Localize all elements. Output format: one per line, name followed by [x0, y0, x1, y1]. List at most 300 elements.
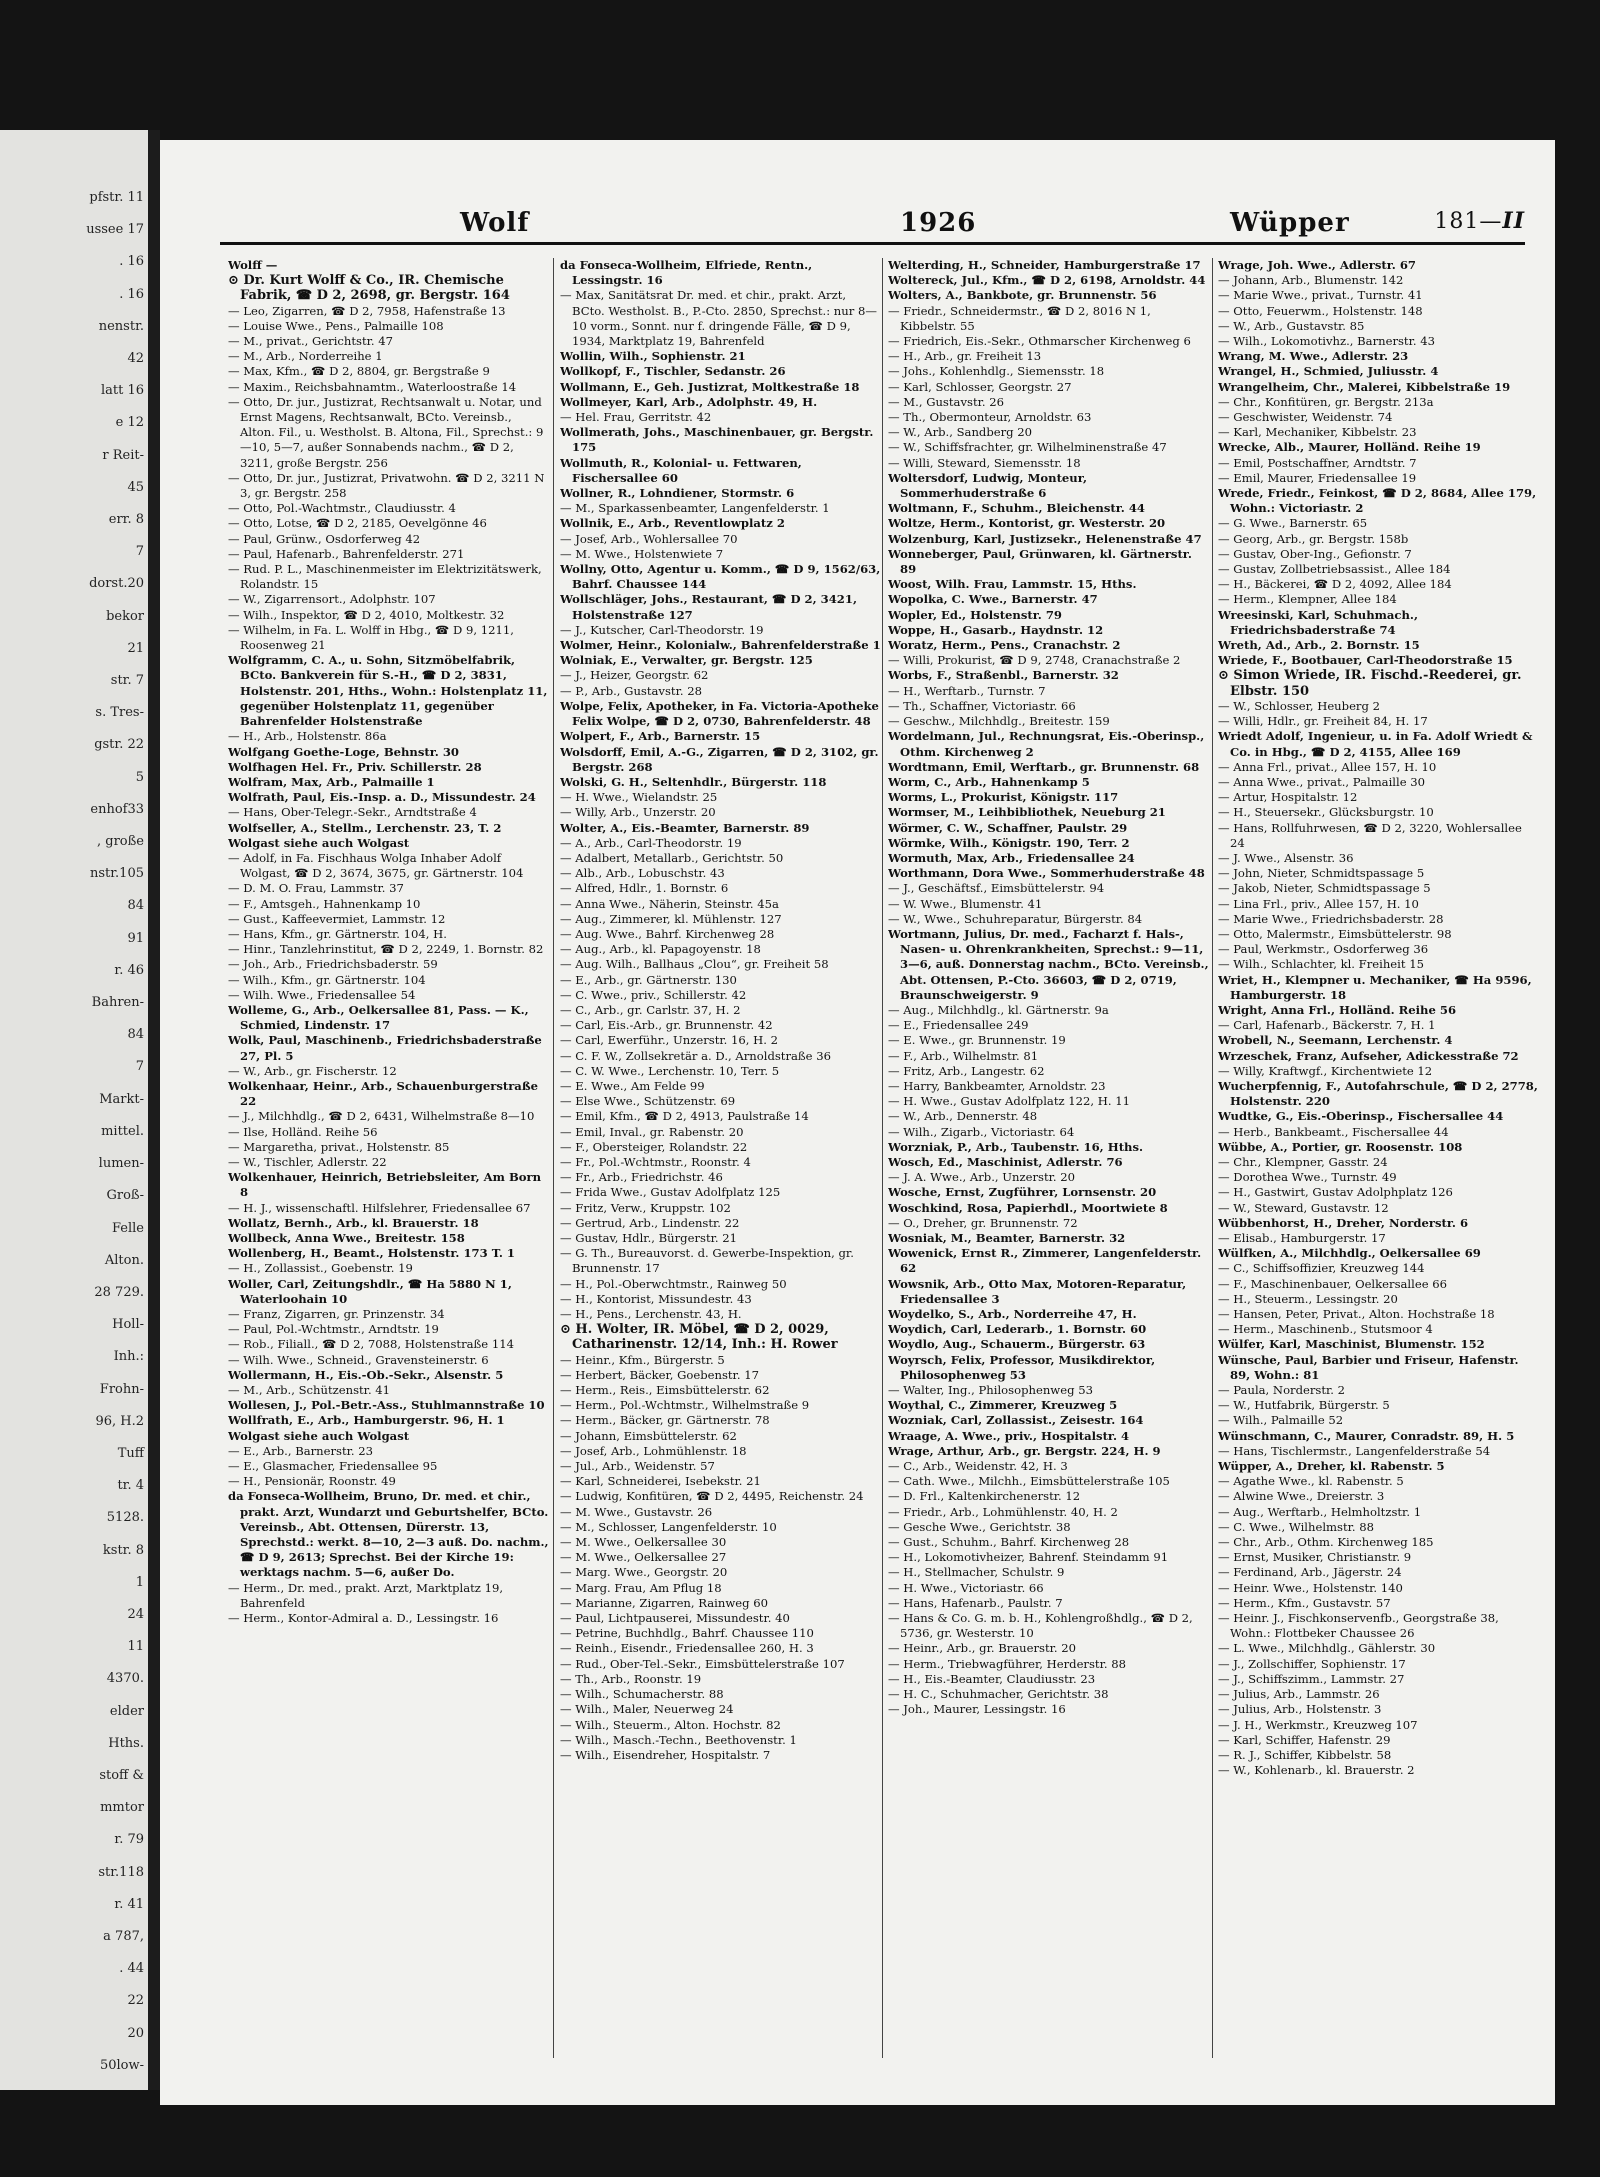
directory-entry: Worthmann, Dora Wwe., Sommerhuderstraße 48: [888, 866, 1205, 881]
directory-entry: — Wilh., Inspektor, ☎ D 2, 4010, Moltkestr. 32: [228, 607, 505, 622]
directory-entry: — Th., Arb., Roonstr. 19: [560, 1671, 702, 1686]
directory-entry: — Herm., Triebwagführer, Herderstr. 88: [888, 1656, 1126, 1671]
directory-entry: — Gust., Schuhm., Bahrf. Kirchenweg 28: [888, 1535, 1130, 1550]
directory-entry: — Marie Wwe., privat., Turnstr. 41: [1218, 288, 1423, 303]
directory-entry: — Paul, Grünw., Osdorferweg 42: [228, 531, 421, 546]
directory-entry: Wollner, R., Lohndiener, Stormstr. 6: [560, 486, 795, 501]
left-page-text-fragment: Felle: [111, 1220, 144, 1236]
directory-entry: — Ilse, Holländ. Reihe 56: [228, 1124, 378, 1139]
page-number: [1434, 208, 1525, 234]
directory-entry: — Willy, Kraftwgf., Kirchentwiete 12: [1218, 1063, 1433, 1078]
directory-entry: — Aug., Werftarb., Helmholtzstr. 1: [1218, 1504, 1422, 1519]
directory-entry: — Herm., Kontor-Admiral a. D., Lessingstr. 16: [228, 1611, 499, 1626]
directory-entry: — Otto, Dr. jur., Justizrat, Privatwohn. ☎ D 2, 3211 N 3, gr. Bergstr. 258: [228, 470, 545, 501]
directory-entry: — Marie Wwe., Friedrichsbaderstr. 28: [1218, 911, 1444, 926]
directory-entry: Worzniak, P., Arb., Taubenstr. 16, Hths.: [888, 1139, 1144, 1154]
directory-entry: — H. C., Schuhmacher, Gerichtstr. 38: [888, 1687, 1109, 1702]
directory-entry: — Herm., Reis., Eimsbüttelerstr. 62: [560, 1383, 770, 1398]
left-page-text-fragment: ussee 17: [86, 222, 144, 238]
directory-entry: Woost, Wilh. Frau, Lammstr. 15, Hths.: [888, 577, 1137, 592]
directory-entry: — H., Gastwirt, Gustav Adolphplatz 126: [1218, 1185, 1453, 1200]
left-page-text-fragment: kstr. 8: [102, 1542, 144, 1558]
directory-entry: — Hinr., Tanzlehrinstitut, ☎ D 2, 2249, 1. Bornstr. 82: [228, 942, 544, 957]
directory-entry: — E., Glasmacher, Friedensallee 95: [228, 1459, 438, 1474]
directory-entry: — Willi, Prokurist, ☎ D 9, 2748, Cranachstraße 2: [888, 653, 1181, 668]
left-page-text-fragment: lumen-: [98, 1156, 144, 1172]
directory-entry: — H., Pens., Lerchenstr. 43, H.: [560, 1307, 742, 1322]
directory-entry: — Friedr., Schneidermstr., ☎ D 2, 8016 N 1, Kibbelstr. 55: [888, 303, 1151, 333]
left-page-text-fragment: Markt-: [99, 1091, 144, 1107]
directory-entry: — Gustav, Ober-Ing., Gefionstr. 7: [1218, 546, 1412, 561]
directory-entry: — Georg, Arb., gr. Bergstr. 158b: [1218, 531, 1409, 546]
directory-entry: — G. Wwe., Barnerstr. 65: [1218, 516, 1368, 531]
directory-entry: — Margaretha, privat., Holstenstr. 85: [228, 1139, 450, 1154]
directory-entry: — J., Heizer, Georgstr. 62: [560, 668, 709, 683]
column-rule: [882, 258, 883, 2058]
left-page-text-fragment: s. Tres-: [95, 705, 144, 721]
directory-entry: Wrang, M. Wwe., Adlerstr. 23: [1218, 349, 1409, 364]
directory-entry: Woydich, Carl, Lederarb., 1. Bornstr. 60: [888, 1322, 1147, 1337]
directory-entry: — E., Arb., gr. Gärtnerstr. 130: [560, 972, 737, 987]
directory-entry: — Paul, Lichtpauserei, Missundestr. 40: [560, 1611, 790, 1626]
left-page-text-fragment: nenstr.: [98, 318, 144, 334]
left-page-text-fragment: Tuff: [117, 1445, 144, 1461]
directory-entry: — M. Wwe., Gustavstr. 26: [560, 1504, 713, 1519]
left-page-text-fragment: r Reit-: [102, 447, 144, 463]
directory-entry: — W., Schlosser, Heuberg 2: [1218, 698, 1380, 713]
directory-entry: — Adolf, in Fa. Fischhaus Wolga Inhaber Adolf Wolgast, ☎ D 2, 3674, 3675, gr. Gärtnerstr. 104: [228, 850, 524, 881]
directory-entry: — Aug. Wilh., Ballhaus „Clou“, gr. Freiheit 58: [560, 957, 829, 972]
directory-entry: Wollschläger, Johs., Restaurant, ☎ D 2, 3421, Holstenstraße 127: [560, 592, 857, 622]
directory-entry: Wrangelheim, Chr., Malerei, Kibbelstraße 19: [1218, 379, 1511, 394]
directory-entry: — Leo, Zigarren, ☎ D 2, 7958, Hafenstraße 13: [228, 303, 506, 318]
directory-entry: Worm, C., Arb., Hahnenkamp 5: [888, 774, 1090, 789]
directory-entry: Wörmer, C. W., Schaffner, Paulstr. 29: [888, 820, 1128, 835]
directory-entry: — Wilh., Steuerm., Alton. Hochstr. 82: [560, 1717, 781, 1732]
directory-entry: Wolff —: [228, 258, 278, 272]
directory-entry: — H., Bäckerei, ☎ D 2, 4092, Allee 184: [1218, 577, 1452, 592]
directory-entry: — J. A. Wwe., Arb., Unzerstr. 20: [888, 1170, 1076, 1185]
directory-entry: — Otto, Lotse, ☎ D 2, 2185, Oevelgönne 46: [228, 516, 487, 531]
left-page-text-fragment: 20: [127, 2025, 144, 2041]
directory-entry: — Louise Wwe., Pens., Palmaille 108: [228, 318, 444, 333]
left-page-text-fragment: 5: [135, 769, 144, 785]
directory-entry: Wollenberg, H., Beamt., Holstenstr. 173 T. 1: [228, 1246, 515, 1261]
directory-entry: — Aug., Zimmerer, kl. Mühlenstr. 127: [560, 911, 782, 926]
directory-entry: — Lina Frl., priv., Allee 157, H. 10: [1218, 896, 1419, 911]
directory-entry: Wübbenhorst, H., Dreher, Norderstr. 6: [1218, 1215, 1469, 1230]
directory-entry: — Emil, Maurer, Friedensallee 19: [1218, 470, 1417, 485]
directory-entry: Wolpe, Felix, Apotheker, in Fa. Victoria-Apotheke Felix Wolpe, ☎ D 2, 0730, Bahrenfelderstr. 48: [560, 698, 879, 729]
directory-entry: — H. Wwe., Victoriastr. 66: [888, 1580, 1044, 1595]
directory-entry: — Hans, Ober-Telegr.-Sekr., Arndtstraße 4: [228, 805, 477, 820]
column-rule: [1212, 258, 1213, 2058]
directory-entry: — Dorothea Wwe., Turnstr. 49: [1218, 1170, 1397, 1185]
directory-entry: — Ernst, Musiker, Christianstr. 9: [1218, 1550, 1412, 1565]
directory-entry: Wollmeyer, Karl, Arb., Adolphstr. 49, H.: [560, 394, 818, 409]
directory-entry: — M., Arb., Norderreihe 1: [228, 349, 383, 364]
directory-entry: — Chr., Konfitüren, gr. Bergstr. 213a: [1218, 394, 1434, 409]
directory-entry: — Aug. Wwe., Bahrf. Kirchenweg 28: [560, 926, 775, 941]
directory-entry: — H., Steuersekr., Glücksburgstr. 10: [1218, 805, 1434, 820]
directory-entry: Wolleme, G., Arb., Oelkersallee 81, Pass. — K., Schmied, Lindenstr. 17: [228, 1002, 529, 1033]
directory-entry: — F., Amtsgeh., Hahnenkamp 10: [228, 896, 421, 911]
directory-entry: Wrage, Arthur, Arb., gr. Bergstr. 224, H. 9: [888, 1443, 1161, 1458]
directory-entry: Wünschmann, C., Maurer, Conradstr. 89, H. 5: [1218, 1428, 1515, 1443]
directory-entry: — H., Arb., gr. Freiheit 13: [888, 349, 1042, 364]
directory-entry: — H., Werftarb., Turnstr. 7: [888, 683, 1046, 698]
directory-entry: — Willi, Steward, Siemensstr. 18: [888, 455, 1081, 470]
directory-entry: Woschkind, Rosa, Papierhdl., Moortwiete 8: [888, 1200, 1168, 1215]
directory-entry: Wollermann, H., Eis.-Ob.-Sekr., Alsenstr. 5: [228, 1367, 504, 1382]
directory-entry: Wright, Anna Frl., Holländ. Reihe 56: [1218, 1002, 1457, 1017]
directory-column-3: [888, 258, 1210, 2058]
directory-entry: — Heinr., Kfm., Bürgerstr. 5: [560, 1352, 725, 1367]
page-number-value: 181—: [1434, 209, 1503, 234]
directory-entry: — Agathe Wwe., kl. Rabenstr. 5: [1218, 1474, 1404, 1489]
directory-entry: — D. M. O. Frau, Lammstr. 37: [228, 881, 404, 896]
directory-entry: Wopolka, C. Wwe., Barnerstr. 47: [888, 592, 1098, 607]
directory-entry: — Karl, Schiffer, Hafenstr. 29: [1218, 1732, 1391, 1747]
directory-entry: — Fritz, Verw., Kruppstr. 102: [560, 1200, 731, 1215]
directory-entry: — C. F. W., Zollsekretär a. D., Arnoldstraße 36: [560, 1048, 831, 1063]
directory-entry: — L. Wwe., Milchhdlg., Gählerstr. 30: [1218, 1641, 1436, 1656]
directory-entry: Wünsche, Paul, Barbier und Friseur, Hafenstr. 89, Wohn.: 81: [1218, 1352, 1519, 1382]
directory-entry: — Otto, Dr. jur., Justizrat, Rechtsanwalt u. Notar, und Ernst Magens, Rechtsanwalt, BCto. Vereinsb., Alton. Fil., u. Westholst. B. Altona, Fil., Sprechst.: 9—10, 5—7, außer Sonnabends nachm., ☎ D 2, 3211, große Bergstr. 256: [228, 394, 544, 470]
directory-entry: — H. Wwe., Wielandstr. 25: [560, 790, 718, 805]
directory-entry: — J., Geschäftsf., Eimsbüttelerstr. 94: [888, 881, 1105, 896]
directory-entry: Wowenick, Ernst R., Zimmerer, Langenfelderstr. 62: [888, 1246, 1202, 1276]
directory-entry: Worbs, F., Straßenbl., Barnerstr. 32: [888, 668, 1119, 683]
left-page-text-fragment: 24: [127, 1606, 144, 1622]
directory-entry: — Wilhelm, in Fa. L. Wolff in Hbg., ☎ D 9, 1211, Roosenweg 21: [228, 622, 514, 653]
left-page-fragment: [0, 130, 148, 2090]
directory-column-2: [560, 258, 882, 2058]
directory-entry: — Aug., Milchhdlg., kl. Gärtnerstr. 9a: [888, 1002, 1109, 1017]
directory-entry: — Alfred, Hdlr., 1. Bornstr. 6: [560, 881, 729, 896]
directory-entry: — Anna Wwe., Näherin, Steinstr. 45a: [560, 896, 779, 911]
directory-entry: Wörmke, Wilh., Königstr. 190, Terr. 2: [888, 835, 1130, 850]
directory-entry: da Fonseca-Wollheim, Elfriede, Rentn., Lessingstr. 16: [560, 258, 813, 288]
directory-entry: Wrzeschek, Franz, Aufseher, Adickesstraße 72: [1218, 1048, 1519, 1063]
directory-entry: Woltersdorf, Ludwig, Monteur, Sommerhuderstraße 6: [888, 470, 1088, 501]
directory-entry: — Paul, Pol.-Wchtmstr., Arndtstr. 19: [228, 1322, 439, 1337]
directory-entry: — W., Arb., Sandberg 20: [888, 425, 1033, 440]
directory-entry: Wreesinski, Karl, Schuhmach., Friedrichsbaderstraße 74: [1218, 607, 1418, 637]
directory-entry: — Karl, Schneiderei, Isebekstr. 21: [560, 1474, 761, 1489]
directory-entry: — C., Schiffsoffizier, Kreuzweg 144: [1218, 1261, 1425, 1276]
directory-entry: — M., Sparkassenbeamter, Langenfelderstr. 1: [560, 501, 830, 516]
directory-entry: — Alb., Arb., Lobuschstr. 43: [560, 866, 725, 881]
left-page-text-fragment: tr. 4: [117, 1478, 144, 1494]
directory-entry: — M. Wwe., Oelkersallee 30: [560, 1535, 727, 1550]
left-page-text-fragment: nstr.105: [90, 866, 144, 882]
directory-entry: — Rud. P. L., Maschinenmeister im Elektrizitätswerk, Rolandstr. 15: [228, 562, 542, 592]
directory-entry: — Jakob, Nieter, Schmidtspassage 5: [1218, 881, 1431, 896]
directory-entry: — H. Wwe., Gustav Adolfplatz 122, H. 11: [888, 1094, 1131, 1109]
directory-entry: — Emil, Postschaffner, Arndtstr. 7: [1218, 455, 1417, 470]
directory-entry: Wudtke, G., Eis.-Oberinsp., Fischersallee 44: [1218, 1109, 1504, 1124]
directory-entry: — W. Wwe., Blumenstr. 41: [888, 896, 1043, 911]
directory-entry: — W., Hutfabrik, Bürgerstr. 5: [1218, 1398, 1390, 1413]
left-page-text-fragment: 7: [135, 1059, 144, 1075]
directory-entry: — Alwine Wwe., Dreierstr. 3: [1218, 1489, 1385, 1504]
directory-entry: Woltmann, F., Schuhm., Bleichenstr. 44: [888, 501, 1145, 516]
directory-entry: — H., Eis.-Beamter, Claudiusstr. 23: [888, 1671, 1096, 1686]
directory-entry: — J., Milchhdlg., ☎ D 2, 6431, Wilhelmstraße 8—10: [228, 1109, 535, 1124]
left-page-text-fragment: e 12: [115, 415, 144, 431]
directory-entry: — Reinh., Eisendr., Friedensallee 260, H. 3: [560, 1641, 814, 1656]
directory-entry: — Herm., Kfm., Gustavstr. 57: [1218, 1595, 1391, 1610]
directory-entry: — Hans, Rollfuhrwesen, ☎ D 2, 3220, Wohlersallee 24: [1218, 820, 1522, 850]
left-page-text-fragment: Bahren-: [91, 995, 144, 1011]
directory-entry: Wosch, Ed., Maschinist, Adlerstr. 76: [888, 1154, 1123, 1169]
directory-entry: Wosniak, M., Beamter, Barnerstr. 32: [888, 1231, 1126, 1245]
directory-entry: — J., Kutscher, Carl-Theodorstr. 19: [560, 622, 764, 637]
directory-entry: — Friedr., Arb., Lohmühlenstr. 40, H. 2: [888, 1504, 1118, 1519]
directory-entry: — Petrine, Buchhdlg., Bahrf. Chaussee 110: [560, 1626, 814, 1641]
directory-entry: Worms, L., Prokurist, Königstr. 117: [888, 790, 1119, 805]
directory-entry: — Anna Wwe., privat., Palmaille 30: [1218, 774, 1426, 789]
directory-entry: Wreth, Ad., Arb., 2. Bornstr. 15: [1218, 638, 1420, 653]
left-page-text-fragment: 5128.: [106, 1510, 144, 1526]
directory-entry: — H., Pensionär, Roonstr. 49: [228, 1474, 396, 1489]
left-page-text-fragment: Groß-: [106, 1188, 144, 1204]
directory-entry: Woythal, C., Zimmerer, Kreuzweg 5: [888, 1398, 1118, 1413]
directory-entry: — Joh., Maurer, Lessingstr. 16: [888, 1702, 1066, 1717]
directory-entry: Wolfseller, A., Stellm., Lerchenstr. 23, T. 2: [228, 820, 502, 835]
directory-entry: Woppe, H., Gasarb., Haydnstr. 12: [888, 622, 1104, 637]
directory-entry: — W., Tischler, Adlerstr. 22: [228, 1154, 387, 1169]
left-page-text-fragment: bekor: [106, 608, 144, 624]
directory-entry: — Gustav, Zollbetriebsassist., Allee 184: [1218, 562, 1451, 577]
directory-entry: Wolters, A., Bankbote, gr. Brunnenstr. 56: [888, 288, 1157, 303]
directory-entry: Wüpper, A., Dreher, kl. Rabenstr. 5: [1218, 1459, 1445, 1474]
directory-entry: Wrobell, N., Seemann, Lerchenstr. 4: [1218, 1033, 1453, 1048]
directory-entry: — Otto, Feuerwm., Holstenstr. 148: [1218, 303, 1423, 318]
left-page-text-fragment: latt 16: [100, 383, 144, 399]
directory-entry: — Friedrich, Eis.-Sekr., Othmarscher Kirchenweg 6: [888, 334, 1191, 349]
directory-entry: — Artur, Hospitalstr. 12: [1218, 790, 1358, 805]
directory-entry: Wopler, Ed., Holstenstr. 79: [888, 607, 1062, 622]
directory-column-1: [228, 258, 550, 2058]
directory-entry: — Herm., Maschinenb., Stutsmoor 4: [1218, 1322, 1433, 1337]
directory-entry: — Carl, Eis.-Arb., gr. Brunnenstr. 42: [560, 1018, 773, 1033]
directory-entry: — Wilh., Lokomotivhz., Barnerstr. 43: [1218, 334, 1435, 349]
directory-entry: — Ferdinand, Arb., Jägerstr. 24: [1218, 1565, 1402, 1580]
directory-entry: Wowsnik, Arb., Otto Max, Motoren-Reparatur, Friedensallee 3: [888, 1276, 1187, 1306]
directory-entry: — Emil, Inval., gr. Rabenstr. 20: [560, 1124, 744, 1139]
directory-entry: ⊙ Dr. Kurt Wolff & Co., IR. Chemische Fabrik, ☎ D 2, 2698, gr. Bergstr. 164: [228, 273, 510, 304]
left-page-text-fragment: 1: [135, 1574, 144, 1590]
directory-entry: — Willi, Hdlr., gr. Freiheit 84, H. 17: [1218, 714, 1428, 729]
directory-entry: — Willy, Arb., Unzerstr. 20: [560, 805, 716, 820]
directory-entry: — W., Arb., Gustavstr. 85: [1218, 318, 1365, 333]
directory-entry: — Wilh. Wwe., Friedensallee 54: [228, 987, 416, 1002]
directory-entry: — Julius, Arb., Holstenstr. 3: [1218, 1702, 1382, 1717]
directory-entry: Wollfrath, E., Arb., Hamburgerstr. 96, H. 1: [228, 1413, 505, 1428]
directory-entry: — C. Wwe., Wilhelmstr. 88: [1218, 1519, 1375, 1534]
directory-entry: — Franz, Zigarren, gr. Prinzenstr. 34: [228, 1307, 445, 1322]
directory-entry: — Wilh., Schlachter, kl. Freiheit 15: [1218, 957, 1424, 972]
directory-entry: — Harry, Bankbeamter, Arnoldstr. 23: [888, 1078, 1106, 1093]
directory-entry: — Joh., Arb., Friedrichsbaderstr. 59: [228, 957, 438, 972]
directory-entry: — C. W. Wwe., Lerchenstr. 10, Terr. 5: [560, 1063, 780, 1078]
directory-entry: — Rob., Filiall., ☎ D 2, 7088, Holstenstraße 114: [228, 1337, 514, 1352]
directory-entry: Wozniak, Carl, Zollassist., Zeisestr. 164: [888, 1413, 1144, 1428]
directory-entry: — Fritz, Arb., Langestr. 62: [888, 1063, 1045, 1078]
directory-entry: — Heinr. J., Fischkonservenfb., Georgstraße 38, Wohn.: Flottbeker Chaussee 26: [1218, 1611, 1499, 1641]
left-page-text-fragment: r. 41: [114, 1896, 144, 1912]
directory-entry: — Max, Sanitätsrat Dr. med. et chir., prakt. Arzt, BCto. Westholst. B., P.-Cto. 2850, Sprechst.: nur 8—10 vorm., Sonnt. nur f. dringende Fälle, ☎ D 9, 1934, Marktplatz 19, Bahrenfeld: [560, 288, 877, 349]
left-page-text-fragment: 4370.: [106, 1671, 144, 1687]
directory-entry: Woratz, Herm., Pens., Cranachstr. 2: [888, 638, 1121, 653]
directory-entry: — Karl, Mechaniker, Kibbelstr. 23: [1218, 425, 1417, 440]
directory-entry: — Aug., Arb., kl. Papagoyenstr. 18: [560, 942, 761, 957]
directory-entry: — Johs., Kohlenhdlg., Siemensstr. 18: [888, 364, 1105, 379]
directory-entry: Wolfhagen Hel. Fr., Priv. Schillerstr. 28: [228, 759, 482, 774]
directory-entry: — Heinr., Arb., gr. Brauerstr. 20: [888, 1641, 1077, 1656]
directory-column-4: [1218, 258, 1540, 2058]
directory-entry: — W., Kohlenarb., kl. Brauerstr. 2: [1218, 1763, 1415, 1778]
directory-entry: — Frida Wwe., Gustav Adolfplatz 125: [560, 1185, 781, 1200]
directory-entry: — Otto, Malermstr., Eimsbüttelerstr. 98: [1218, 926, 1452, 941]
column-rule: [553, 258, 554, 2058]
directory-entry: — M., Gustavstr. 26: [888, 394, 1005, 409]
directory-entry: Wolter, A., Eis.-Beamter, Barnerstr. 89: [560, 820, 810, 835]
directory-entry: — E., Friedensallee 249: [888, 1018, 1029, 1033]
directory-entry: Woller, Carl, Zeitungshdlr., ☎ Ha 5880 N 1, Waterloohain 10: [228, 1276, 512, 1306]
directory-entry: — Hel. Frau, Gerritstr. 42: [560, 410, 712, 425]
directory-entry: — Paula, Norderstr. 2: [1218, 1383, 1346, 1398]
left-page-text-fragment: 28 729.: [94, 1284, 144, 1300]
left-page-text-fragment: 42: [127, 351, 144, 367]
directory-entry: Wraage, A. Wwe., priv., Hospitalstr. 4: [888, 1428, 1130, 1443]
directory-entry: — F., Maschinenbauer, Oelkersallee 66: [1218, 1276, 1448, 1291]
directory-entry: — Marianne, Zigarren, Rainweg 60: [560, 1595, 768, 1610]
directory-entry: — Paul, Hafenarb., Bahrenfelderstr. 271: [228, 546, 465, 561]
left-page-text-fragment: 84: [127, 898, 144, 914]
directory-entry: — J. Wwe., Alsenstr. 36: [1218, 850, 1354, 865]
directory-entry: — Gertrud, Arb., Lindenstr. 22: [560, 1215, 740, 1230]
directory-entry: — M. Wwe., Holstenwiete 7: [560, 546, 724, 561]
directory-entry: Wolfram, Max, Arb., Palmaille 1: [228, 774, 435, 789]
left-page-text-fragment: a 787,: [103, 1928, 144, 1944]
directory-entry: — Carl, Ewerführ., Unzerstr. 16, H. 2: [560, 1033, 778, 1048]
left-page-text-fragment: err. 8: [108, 512, 144, 528]
directory-entry: — H. J., wissenschaftl. Hilfslehrer, Friedensallee 67: [228, 1200, 531, 1215]
directory-entry: Wolfgramm, C. A., u. Sohn, Sitzmöbelfabrik, BCto. Bankverein für S.-H., ☎ D 2, 3831, Holstenstr. 201, Hths., Wohn.: Holstenplatz 11, gegenüber Holstenplatz 11, gegenüber Bahrenfelder Holstenstraße: [228, 653, 548, 729]
directory-entry: — Ludwig, Konfitüren, ☎ D 2, 4495, Reichenstr. 24: [560, 1489, 864, 1504]
directory-entry: — Marg. Wwe., Georgstr. 20: [560, 1565, 728, 1580]
left-page-text-fragment: pfstr. 11: [89, 190, 144, 205]
directory-entry: — R. J., Schiffer, Kibbelstr. 58: [1218, 1747, 1392, 1762]
directory-entry: — E. Wwe., gr. Brunnenstr. 19: [888, 1033, 1066, 1048]
directory-entry: ⊙ Simon Wriede, IR. Fischd.-Reederei, gr. Elbstr. 150: [1218, 668, 1522, 699]
directory-entry: — W., Arb., gr. Fischerstr. 12: [228, 1063, 397, 1078]
left-page-text-fragment: dorst.20: [89, 576, 144, 592]
directory-entry: — D. Frl., Kaltenkirchenerstr. 12: [888, 1489, 1081, 1504]
left-page-text-fragment: 91: [127, 930, 144, 946]
directory-entry: — Chr., Arb., Othm. Kirchenweg 185: [1218, 1535, 1434, 1550]
directory-entry: — A., Arb., Carl-Theodorstr. 19: [560, 835, 742, 850]
directory-entry: — Th., Obermonteur, Arnoldstr. 63: [888, 410, 1092, 425]
directory-entry: — Maxim., Reichsbahnamtm., Waterloostraße 14: [228, 379, 517, 394]
directory-entry: — H., Steuerm., Lessingstr. 20: [1218, 1291, 1398, 1306]
directory-entry: — Wilh., Kfm., gr. Gärtnerstr. 104: [228, 972, 426, 987]
directory-entry: Wolzenburg, Karl, Justizsekr., Helenenstraße 47: [888, 531, 1202, 546]
left-page-text-fragment: . 44: [119, 1961, 144, 1977]
directory-entry: — Johann, Arb., Blumenstr. 142: [1218, 273, 1404, 288]
directory-entry: Wortmann, Julius, Dr. med., Facharzt f. Hals-, Nasen- u. Ohrenkrankheiten, Sprechst.: 9—11, 3—6, auß. Donnerstag nachm., BCto. Vereinsb., Abt. Ottensen, P.-Cto. 36603, ☎ D 2, 0719, Braunschweigerstr. 9: [888, 926, 1209, 1002]
directory-entry: — Hans, Tischlermstr., Langenfelderstraße 54: [1218, 1443, 1491, 1458]
directory-entry: Wrage, Joh. Wwe., Adlerstr. 67: [1218, 258, 1417, 272]
directory-entry: — Gustav, Hdlr., Bürgerstr. 21: [560, 1231, 737, 1245]
directory-entry: — Wilh., Zigarb., Victoriastr. 64: [888, 1124, 1075, 1139]
directory-entry: Wonneberger, Paul, Grünwaren, kl. Gärtnerstr. 89: [888, 546, 1192, 577]
directory-entry: — Julius, Arb., Lammstr. 26: [1218, 1687, 1380, 1702]
directory-entry: — Herm., Dr. med., prakt. Arzt, Marktplatz 19, Bahrenfeld: [228, 1580, 504, 1610]
directory-entry: Wollmann, E., Geh. Justizrat, Moltkestraße 18: [560, 379, 860, 394]
directory-entry: — Geschwister, Weidenstr. 74: [1218, 410, 1393, 425]
directory-entry: Wolski, G. H., Seltenhdlr., Bürgerstr. 118: [560, 774, 827, 789]
left-page-text-fragment: 21: [127, 640, 144, 656]
directory-entry: Wucherpfennig, F., Autofahrschule, ☎ D 2, 2778, Holstenstr. 220: [1218, 1078, 1538, 1109]
directory-entry: Wollin, Wilh., Sophienstr. 21: [560, 349, 746, 364]
page-number-suffix: II: [1502, 208, 1525, 234]
directory-entry: Wosche, Ernst, Zugführer, Lornsenstr. 20: [888, 1185, 1157, 1200]
directory-entry: — Gust., Kaffeevermiet, Lammstr. 12: [228, 911, 446, 926]
left-page-text-fragment: 84: [127, 1027, 144, 1043]
directory-entry: Wülfer, Karl, Maschinist, Blumenstr. 152: [1218, 1337, 1485, 1352]
left-page-text-fragment: 96, H.2: [95, 1413, 144, 1429]
directory-entry: Wülfken, A., Milchhdlg., Oelkersallee 69: [1218, 1246, 1481, 1261]
left-page-text-fragment: r. 46: [114, 962, 144, 978]
left-page-text-fragment: str.118: [98, 1864, 144, 1880]
header-year: 1926: [900, 208, 977, 238]
directory-entry: — Else Wwe., Schützenstr. 69: [560, 1094, 736, 1109]
directory-entry: — E., Arb., Barnerstr. 23: [228, 1443, 374, 1458]
directory-entry: Wolsdorff, Emil, A.-G., Zigarren, ☎ D 2, 3102, gr. Bergstr. 268: [560, 744, 879, 774]
directory-entry: — Hansen, Peter, Privat., Alton. Hochstraße 18: [1218, 1307, 1495, 1322]
directory-entry: — H., Stellmacher, Schulstr. 9: [888, 1565, 1065, 1580]
left-page-text-fragment: Alton.: [104, 1252, 144, 1268]
directory-entry: — Wilh. Wwe., Schneid., Gravensteinerstr. 6: [228, 1352, 489, 1367]
header-right-keyword: Wüpper: [1230, 208, 1350, 238]
left-page-text-fragment: Holl-: [112, 1317, 144, 1333]
directory-entry: — Wilh., Maler, Neuerweg 24: [560, 1702, 734, 1717]
directory-entry: Wriede, F., Bootbauer, Carl-Theodorstraße 15: [1218, 653, 1513, 668]
directory-entry: — O., Dreher, gr. Brunnenstr. 72: [888, 1215, 1078, 1230]
directory-entry: Wriedt Adolf, Ingenieur, u. in Fa. Adolf Wriedt & Co. in Hbg., ☎ D 2, 4155, Allee 169: [1218, 729, 1533, 759]
directory-entry: Wollmuth, R., Kolonial- u. Fettwaren, Fischersallee 60: [560, 455, 802, 485]
left-page-text-fragment: 50low-: [99, 2057, 144, 2073]
directory-entry: — M., privat., Gerichtstr. 47: [228, 334, 394, 349]
directory-entry: Wollkopf, F., Tischler, Sedanstr. 26: [560, 364, 786, 379]
directory-entry: — Hans & Co. G. m. b. H., Kohlengroßhdlg., ☎ D 2, 5736, gr. Westerstr. 10: [888, 1611, 1193, 1641]
directory-entry: — J., Zollschiffer, Sophienstr. 17: [1218, 1656, 1406, 1671]
directory-entry: — H., Kontorist, Missundestr. 43: [560, 1291, 752, 1306]
directory-entry: — Wilh., Palmaille 52: [1218, 1413, 1344, 1428]
left-page-text-fragment: 22: [127, 1993, 144, 2009]
left-page-text-fragment: r. 79: [114, 1832, 144, 1848]
directory-entry: — C. Wwe., priv., Schillerstr. 42: [560, 987, 747, 1002]
directory-entry: — C., Arb., gr. Carlstr. 37, H. 2: [560, 1002, 741, 1017]
directory-entry: Wollny, Otto, Agentur u. Komm., ☎ D 9, 1562/63, Bahrf. Chaussee 144: [560, 562, 881, 592]
directory-entry: — Chr., Klempner, Gasstr. 24: [1218, 1154, 1388, 1169]
directory-entry: — Carl, Hafenarb., Bäckerstr. 7, H. 1: [1218, 1018, 1436, 1033]
directory-entry: Wübbe, A., Portier, gr. Roosenstr. 108: [1218, 1139, 1463, 1154]
